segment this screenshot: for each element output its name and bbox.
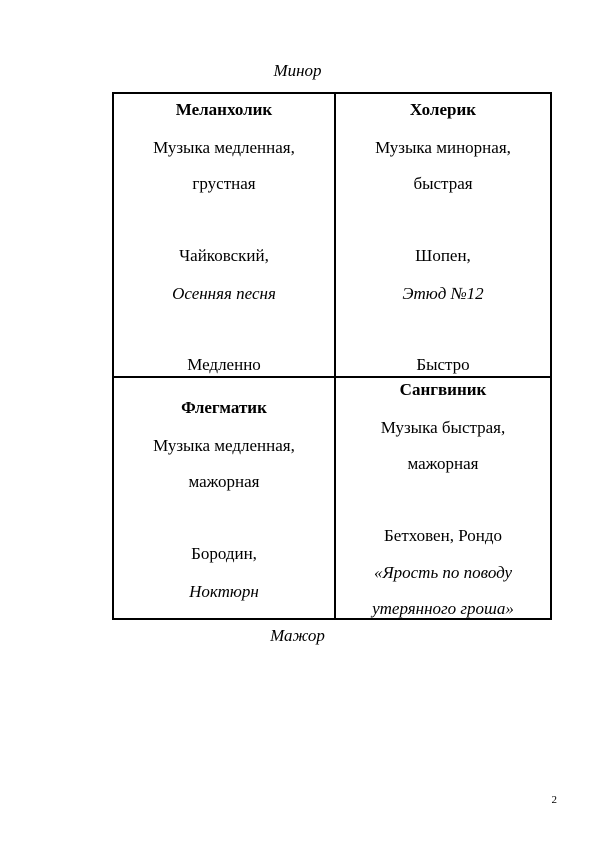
quadrant-sanguine — [336, 378, 550, 618]
major-axis-label: Мажор — [270, 626, 325, 645]
quadrant-title: Холерик — [409, 100, 477, 119]
composer: Бетховен, Рондо — [384, 526, 502, 545]
tempo-label: Быстро — [416, 355, 470, 374]
work-title: утерянного гроша» — [372, 599, 514, 618]
work-title: Ноктюрн — [189, 582, 259, 601]
quadrant-title: Флегматик — [181, 398, 267, 417]
quadrant-title: Меланхолик — [175, 100, 273, 119]
music-description: Музыка минорная, — [375, 138, 511, 157]
music-description: мажорная — [407, 454, 479, 473]
quadrant-title: Сангвиник — [399, 380, 487, 399]
music-description: Музыка быстрая, — [380, 418, 506, 437]
composer: Шопен, — [415, 246, 471, 265]
temperament-grid — [112, 92, 552, 620]
quadrant-phlegmatic — [114, 378, 334, 618]
work-title: Этюд №12 — [402, 284, 484, 303]
music-description: грустная — [192, 174, 256, 193]
composer: Бородин, — [191, 544, 257, 563]
work-title: «Ярость по поводу — [373, 563, 513, 582]
composer: Чайковский, — [179, 246, 269, 265]
work-title: Осенняя песня — [172, 284, 276, 303]
page-number: 2 — [551, 794, 557, 806]
music-description: Музыка медленная, — [153, 138, 295, 157]
music-description: Музыка медленная, — [153, 436, 295, 455]
music-description: мажорная — [188, 472, 260, 491]
minor-axis-label: Минор — [273, 61, 322, 80]
quadrant-choleric — [336, 94, 550, 376]
quadrant-melancholic — [114, 94, 334, 376]
tempo-label: Медленно — [187, 355, 261, 374]
music-description: быстрая — [413, 174, 473, 193]
